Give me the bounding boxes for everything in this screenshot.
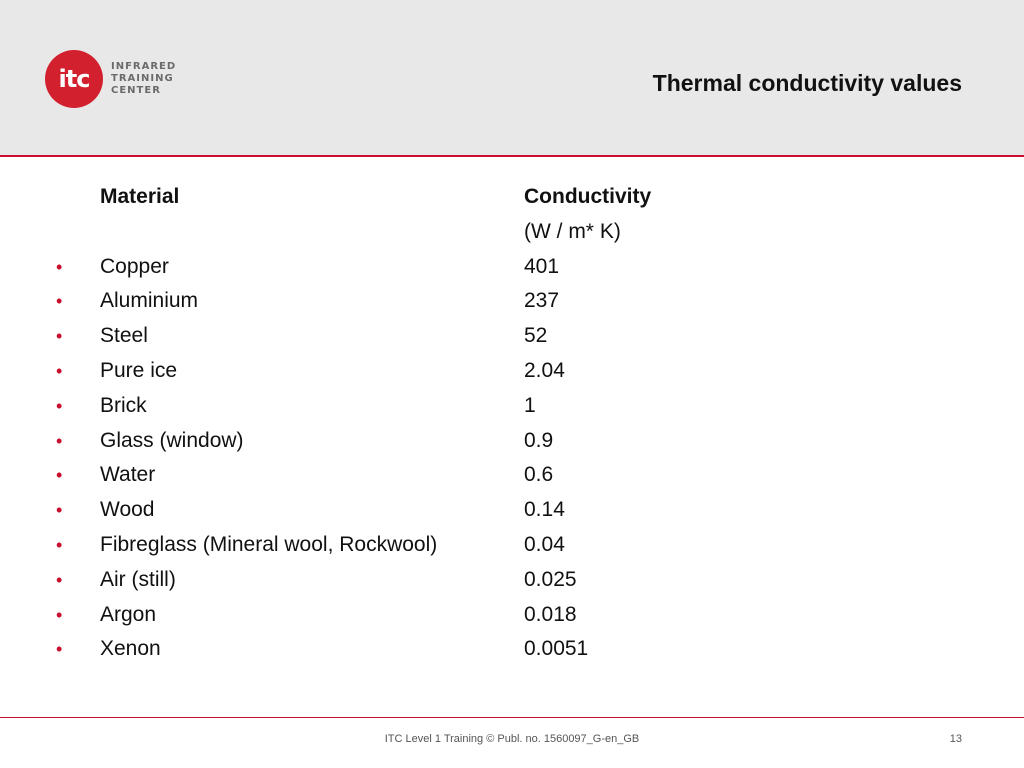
- material-name: Copper: [100, 254, 169, 278]
- slide-title: Thermal conductivity values: [652, 70, 962, 96]
- table-row: [56, 319, 756, 354]
- table-row: [56, 598, 756, 633]
- logo-mark: itc: [45, 50, 103, 108]
- material-name: Pure ice: [100, 358, 178, 382]
- table-row: [56, 354, 756, 389]
- bullet-icon: •: [56, 430, 63, 451]
- logo-line: CENTER: [111, 85, 161, 96]
- conductivity-value: 2.04: [524, 358, 565, 382]
- conductivity-value: 0.04: [524, 532, 565, 556]
- bullet-icon: •: [56, 534, 63, 555]
- table-row: [56, 389, 756, 424]
- header-divider: [0, 155, 1024, 157]
- conductivity-value: 1: [524, 393, 536, 417]
- table-row: [56, 458, 756, 493]
- material-name: Glass (window): [100, 428, 244, 452]
- bullet-icon: •: [56, 291, 63, 312]
- slide-header: [0, 0, 1024, 155]
- bullet-icon: •: [56, 569, 63, 590]
- table-body: [56, 250, 756, 668]
- bullet-icon: •: [56, 360, 63, 381]
- logo-line: INFRARED: [111, 61, 177, 72]
- itc-logo: [45, 50, 176, 108]
- bullet-icon: •: [56, 326, 63, 347]
- bullet-icon: •: [56, 604, 63, 625]
- conductivity-value: 0.025: [524, 567, 577, 591]
- header-unit: (W / m* K): [524, 219, 621, 243]
- page-number: 13: [949, 733, 962, 745]
- bullet-icon: •: [56, 500, 63, 521]
- header-conductivity: Conductivity: [524, 185, 652, 208]
- table-row: [56, 493, 756, 528]
- table-row: [56, 563, 756, 598]
- bullet-icon: •: [56, 395, 63, 416]
- table-unit-row: [56, 215, 756, 250]
- material-name: Brick: [100, 393, 147, 417]
- table-row: [56, 250, 756, 285]
- bullet-icon: •: [56, 465, 63, 486]
- conductivity-value: 401: [524, 254, 560, 278]
- conductivity-value: 0.6: [524, 463, 554, 487]
- conductivity-table: [56, 180, 756, 667]
- conductivity-value: 0.9: [524, 428, 554, 452]
- footer-text: ITC Level 1 Training © Publ. no. 1560097_G-en_GB: [384, 733, 640, 745]
- material-name: Air (still): [100, 567, 176, 591]
- bullet-icon: •: [56, 639, 63, 660]
- logo-line: TRAINING: [111, 73, 174, 84]
- table-row: [56, 424, 756, 459]
- footer-divider: [0, 717, 1024, 718]
- material-name: Aluminium: [100, 289, 199, 313]
- material-name: Steel: [100, 324, 148, 348]
- conductivity-value: 0.018: [524, 602, 577, 626]
- table-header-row: [56, 180, 756, 215]
- table-row: [56, 528, 756, 563]
- material-name: Water: [100, 463, 156, 487]
- table-row: [56, 632, 756, 667]
- material-name: Xenon: [100, 637, 161, 661]
- material-name: Wood: [100, 498, 155, 522]
- logo-wordmark: [111, 61, 176, 97]
- conductivity-value: 0.0051: [524, 637, 589, 661]
- header-material: Material: [100, 185, 180, 208]
- material-name: Argon: [100, 602, 157, 626]
- conductivity-value: 52: [524, 324, 548, 348]
- material-name: Fibreglass (Mineral wool, Rockwool): [100, 532, 438, 556]
- conductivity-value: 237: [524, 289, 560, 313]
- conductivity-value: 0.14: [524, 498, 565, 522]
- bullet-icon: •: [56, 256, 63, 277]
- table-row: [56, 284, 756, 319]
